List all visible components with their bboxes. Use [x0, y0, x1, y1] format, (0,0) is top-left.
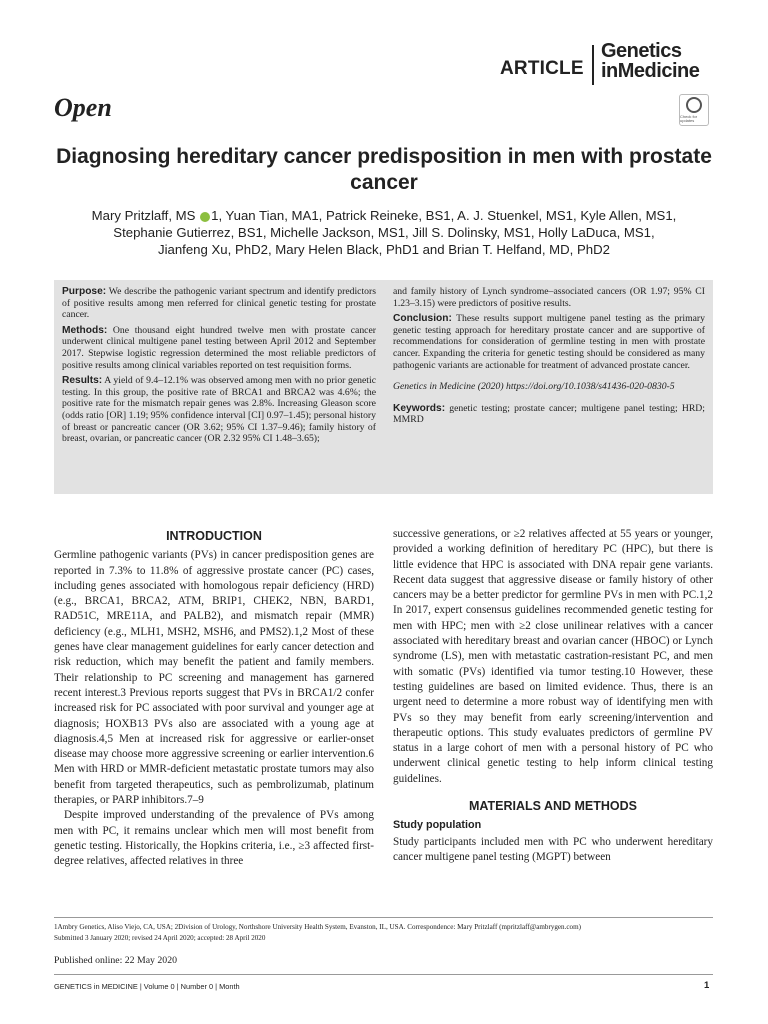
abstract-methods: Methods: One thousand eight hundred twelve men with prostate cancer underwent clinical multigene panel testing between April 2012 and September 2017. Stepwise logistic regression determined the most reliable predictors of positive results among clinical variables reported on test requisition forms.: [62, 324, 376, 371]
intro-paragraph-3: successive generations, or ≥2 relatives affected at 55 years or younger, provided a working definition of hereditary PC (HPC), but there is little evidence that HPC is associated with DNA repair gene variants. Recent data suggest that aggressive disease or family history of other cancers may be a better predictor for germline PVs in men with PC.1,2 In 2017, expert consensus guidelines recommended genetic testing for men with HPC; men with ≥2 close unilinear relatives with a cancer associated with hereditary breast and ovarian cancer (HBOC) or Lynch syndrome (LS), men with metastatic castration-resistant PC, and men with somatic (PVs) identified via tumor testing.10 However, these testing guidelines are based on limited evidence. Thus, there is an urgent need to determine a more robust way of identifying men with PVs so they may benefit from early screening/intervention and therapeutic options. This study evaluates predictors of germline PV status in a large cohort of men with a personal history of PC who underwent clinical genetic testing to help inform clinical testing guidelines.: [393, 528, 713, 785]
methods-paragraph-1: Study participants included men with PC who underwent hereditary cancer multigene panel testing (MGPT) between: [393, 835, 713, 863]
journal-logo-line2: inMedicine: [601, 60, 700, 82]
author-line-1: Mary Pritzlaff, MS 1, Yuan Tian, MA1, Patrick Reineke, BS1, A. J. Stuenkel, MS1, Kyle Allen, MS1,: [91, 208, 677, 223]
page-number: 1: [704, 980, 710, 991]
running-footer: GENETICS in MEDICINE | Volume 0 | Number 0 | Month: [54, 982, 240, 991]
check-updates-caption: Check for updates: [680, 114, 698, 123]
author-line-3: Jianfeng Xu, PhD2, Mary Helen Black, PhD1 and Brian T. Helfand, MD, PhD2: [157, 242, 611, 257]
abstract-right-column: [393, 286, 705, 430]
submission-dates: Submitted 3 January 2020; revised 24 April 2020; accepted: 28 April 2020: [54, 934, 266, 942]
methods-heading: MATERIALS AND METHODS: [468, 799, 638, 814]
citation-line[interactable]: Genetics in Medicine (2020) https://doi.org/10.1038/s41436-020-0830-5: [393, 381, 675, 393]
published-online: Published online: 22 May 2020: [54, 955, 178, 966]
abstract-results: Results: A yield of 9.4–12.1% was observed among men with no prior genetic testing. In this group, the positive rate of BRCA1 and BRCA2 was 4.6%; the positive rate for the mismatch repair genes was 2.8%. Increasing Gleason score (odds ratio [OR] 1.19; 95% confidence interval [CI] 0.97–1.45); personal history of breast or pancreatic cancer (OR 3.62; 95% CI 1.37–9.46); family history of breast, ovarian, or pancreatic cancer (OR 2.32 95% CI 1.48–3.65);: [62, 375, 376, 445]
header-divider: [592, 45, 594, 85]
paper-title: Diagnosing hereditary cancer predisposition in men with prostate cancer: [56, 145, 712, 194]
article-label: ARTICLE: [500, 58, 584, 79]
body-left-column: [54, 527, 374, 870]
study-population-heading: Study population: [393, 819, 482, 832]
check-updates-icon: [686, 97, 702, 113]
footnote-divider: [54, 917, 713, 918]
intro-paragraph-1: Germline pathogenic variants (PVs) in cancer predisposition genes are reported in 7.3% to 11.8% of aggressive prostate cancer (PC) cases, including genes associated with homologous repair deficiency (HRD) (e.g., BRCA1, BRCA2, ATM, BRIP1, CHEK2, NBN, BARD1, RAD51C, MRE11A, and PALB2), and mismatch repair (MMR) deficiency (e.g., MLH1, MSH2, MSH6, and PMS2).1,2 Most of these genes have clear management guidelines for early cancer detection and risk reduction, which may benefit the patient and family members. Their relationship to PC screening and management has garnered recent interest.3 Previous reports suggest that PVs in BRCA1/2 confer increased risk for PC associated with poor survival and younger age at diagnosis; HOXB13 PVs also are associated with a young age at diagnosis.4,5 Men at increased risk for aggressive or earlier-onset disease may choose more aggressive screening or earlier intervention.6 Men with HRD or MMR-deficient metastatic prostate tumors may also benefit from targeted therapeutics, such as pembrolizumab, platinum therapies, or PARP inhibitors.7–9: [54, 549, 374, 807]
journal-logo-line1: Genetics: [601, 40, 682, 62]
author-line-2: Stephanie Gutierrez, BS1, Michelle Jackson, MS1, Jill S. Dolinsky, MS1, Holly LaDuca, MS1,: [113, 225, 655, 240]
footer-divider: [54, 974, 713, 975]
affiliations: 1Ambry Genetics, Aliso Viejo, CA, USA; 2Division of Urology, Northshore University Health System, Evanston, IL, USA. Correspondence: Mary Pritzlaff (mpritzlaff@ambrygen.com): [54, 923, 581, 931]
orcid-icon[interactable]: [200, 212, 210, 222]
introduction-heading: INTRODUCTION: [166, 529, 262, 543]
footnote-block: [54, 922, 713, 944]
check-for-updates-badge[interactable]: [679, 94, 709, 126]
abstract-conclusion: Conclusion: These results support multigene panel testing as the primary genetic testing approach for hereditary prostate cancer and are supportive of recommendations for consideration of germline testing in men with prostate cancer. Expanding the criteria for genetic testing should be considered as many pathogenic variants are actionable for treatment of advanced prostate cancer.: [393, 313, 705, 371]
keywords: Keywords: genetic testing; prostate cancer; multigene panel testing; HRD; MMRD: [393, 402, 705, 426]
open-access-label: Open: [54, 93, 112, 122]
abstract-results-continued: and family history of Lynch syndrome–associated cancers (OR 1.97; 95% CI 1.23–3.15) were predictors of positive results.: [393, 286, 705, 309]
abstract-box: [54, 280, 713, 494]
abstract-purpose: Purpose: We describe the pathogenic variant spectrum and identify predictors of positive results among men referred for clinical genetic testing for prostate cancer.: [62, 286, 376, 321]
abstract-left-column: [62, 286, 376, 449]
intro-paragraph-2: Despite improved understanding of the prevalence of PVs among men with PC, it remains unclear which men will most benefit from genetic testing. Historically, the Hopkins criteria, i.e., ≥3 affected first-degree relatives, affected relatives in three: [54, 809, 374, 868]
body-right-column: [393, 527, 713, 865]
author-list: [40, 207, 728, 258]
